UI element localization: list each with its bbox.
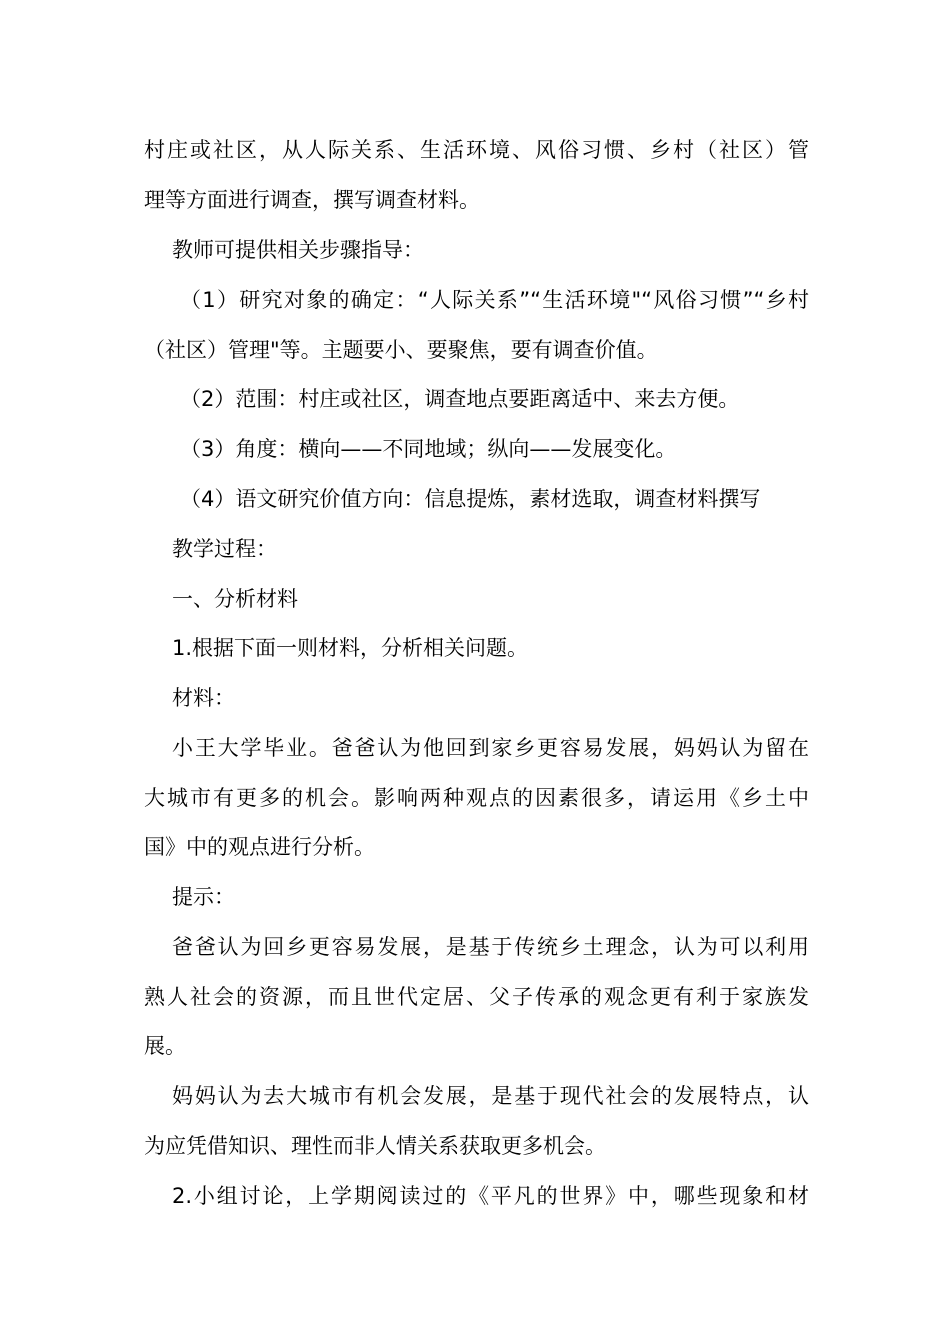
text-line: 1.根据下面一则材料，分析相关问题。 <box>172 636 529 660</box>
text-line: 为应凭借知识、理性而非人情关系获取更多机会。 <box>144 1134 606 1158</box>
text-line: 教学过程： <box>172 537 277 561</box>
text-line: 一、分析材料 <box>172 587 298 611</box>
text-line: 理等方面进行调查，撰写调查材料。 <box>144 188 480 212</box>
text-line: 展。 <box>144 1034 186 1058</box>
text-line: （社区）管理"等。主题要小、要聚焦，要有调查价值。 <box>144 338 658 362</box>
text-line: 材料： <box>172 686 235 710</box>
text-line: （1）研究对象的确定：“人际关系”“生活环境"“风俗习惯”“乡村 <box>180 288 809 312</box>
text-line: 教师可提供相关步骤指导： <box>172 238 424 262</box>
text-line: 国》中的观点进行分析。 <box>144 835 375 859</box>
text-line: 爸爸认为回乡更容易发展，是基于传统乡土理念，认为可以利用 <box>172 935 809 959</box>
text-line: 大城市有更多的机会。影响两种观点的因素很多，请运用《乡土中 <box>144 786 809 810</box>
text-line: 妈妈认为去大城市有机会发展，是基于现代社会的发展特点，认 <box>172 1084 809 1108</box>
text-line: 提示： <box>172 885 235 909</box>
text-line: 熟人社会的资源，而且世代定居、父子传承的观念更有利于家族发 <box>144 985 809 1009</box>
text-line: 小王大学毕业。爸爸认为他回到家乡更容易发展，妈妈认为留在 <box>172 736 809 760</box>
text-line: （4）语文研究价值方向：信息提炼，素材选取，调查材料撰写 <box>180 487 761 511</box>
text-line: 村庄或社区，从人际关系、生活环境、风俗习惯、乡村（社区）管 <box>144 138 809 162</box>
text-line: （3）角度：横向——不同地域；纵向——发展变化。 <box>180 437 677 461</box>
text-line: （2）范围：村庄或社区，调查地点要距离适中、来去方便。 <box>180 387 740 411</box>
text-line: 2.小组讨论，上学期阅读过的《平凡的世界》中，哪些现象和材 <box>172 1184 809 1208</box>
